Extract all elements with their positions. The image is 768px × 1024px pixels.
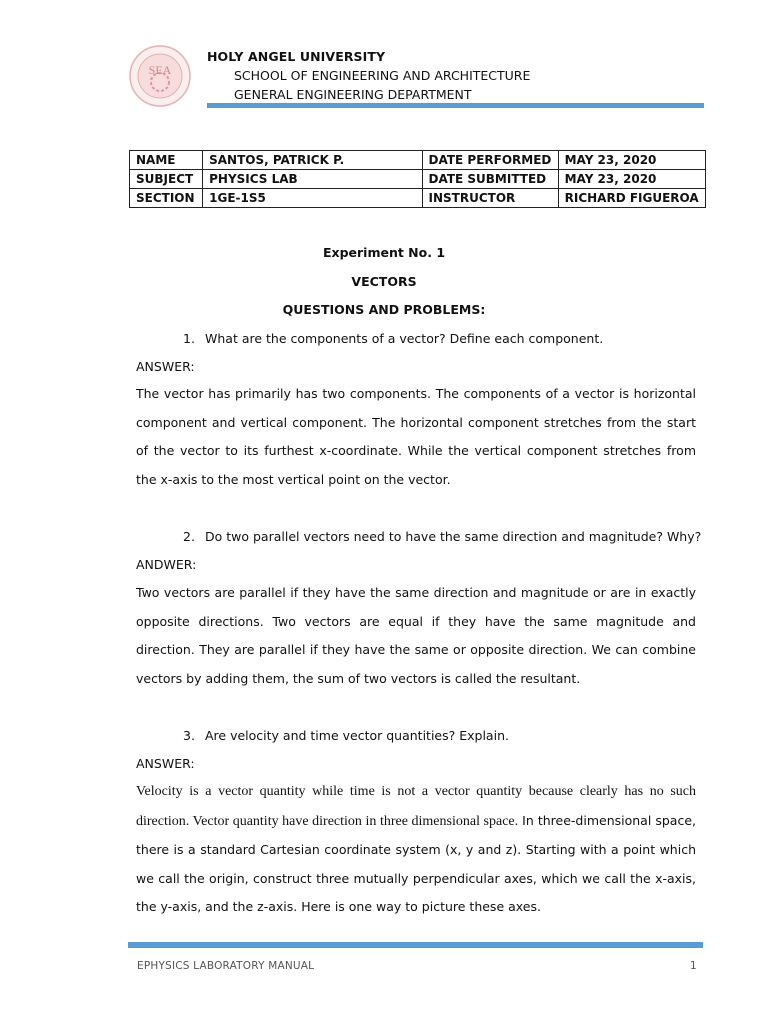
answer-serif-text: Velocity is a vector quantity while time is not a vector quantity because clearly has no such direction. Vector quantity have direction in three dimensional space. — [136, 784, 696, 829]
footer-manual-title: EPHYSICS LABORATORY MANUAL — [137, 960, 315, 972]
question-3 — [183, 728, 509, 743]
table-cell: PHYSICS LAB — [203, 170, 422, 189]
table-row — [130, 151, 706, 170]
answer-label: ANSWER: — [136, 756, 195, 771]
question-1 — [183, 331, 603, 346]
university-name: HOLY ANGEL UNIVERSITY — [207, 49, 386, 64]
header-titles — [207, 48, 530, 104]
table-cell: RICHARD FIGUEROA — [558, 189, 705, 208]
table-cell: SECTION — [130, 189, 203, 208]
table-cell: MAY 23, 2020 — [558, 151, 705, 170]
table-row — [130, 170, 706, 189]
section-heading: QUESTIONS AND PROBLEMS: — [282, 302, 486, 317]
table-cell: SUBJECT — [130, 170, 203, 189]
answer-label: ANDWER: — [136, 557, 197, 572]
question-text: Are velocity and time vector quantities? Explain. — [205, 728, 509, 743]
question-number: 2. — [183, 529, 195, 544]
header-rule — [207, 103, 704, 108]
question-text: Do two parallel vectors need to have the same direction and magnitude? Why? — [205, 529, 702, 544]
question-number: 1. — [183, 331, 195, 346]
table-cell: 1GE-1S5 — [203, 189, 422, 208]
experiment-title: VECTORS — [351, 274, 417, 289]
answer-paragraph: The vector has primarily has two components. The components of a vector is horizontal component and vertical component. The horizontal component stretches from the start of the vector to its furthest x-coordinate. While the vertical component stretches from the x-axis to the most vertical point on the vector. — [136, 386, 696, 487]
footer-page-number: 1 — [690, 960, 697, 972]
table-row — [130, 189, 706, 208]
answer-label: ANSWER: — [136, 359, 195, 374]
experiment-number: Experiment No. 1 — [322, 245, 446, 260]
school-name: SCHOOL OF ENGINEERING AND ARCHITECTURE — [234, 68, 531, 83]
table-cell: DATE PERFORMED — [422, 151, 558, 170]
question-2 — [183, 529, 701, 544]
answer-paragraph: Two vectors are parallel if they have the same direction and magnitude or are in exactly opposite directions. Two vectors are equal if they have the same magnitude and direction. They are parallel if they have the same or opposite direction. We can combine vectors by adding them, the sum of two vectors is called the resultant. — [136, 585, 696, 686]
table-cell: MAY 23, 2020 — [558, 170, 705, 189]
seal-lettering: SEA — [148, 63, 172, 77]
question-text: What are the components of a vector? Define each component. — [205, 331, 604, 346]
table-cell: INSTRUCTOR — [422, 189, 558, 208]
table-cell: SANTOS, PATRICK P. — [203, 151, 422, 170]
department-name: GENERAL ENGINEERING DEPARTMENT — [234, 87, 472, 102]
footer-rule — [128, 942, 703, 948]
student-info-table — [129, 150, 706, 208]
table-cell: NAME — [130, 151, 203, 170]
answer-text: In three-dimensional space, there is a standard Cartesian coordinate system (x, y and z). Starting with a point which we call the origin, construct three mutually perpendicular axes, which we call the x-axis, the y-axis, and the z-axis. Here is one way to picture these axes. — [136, 812, 696, 914]
university-seal-logo — [128, 44, 192, 108]
answer-paragraph — [136, 777, 696, 922]
table-cell: DATE SUBMITTED — [422, 170, 558, 189]
question-number: 3. — [183, 728, 195, 743]
